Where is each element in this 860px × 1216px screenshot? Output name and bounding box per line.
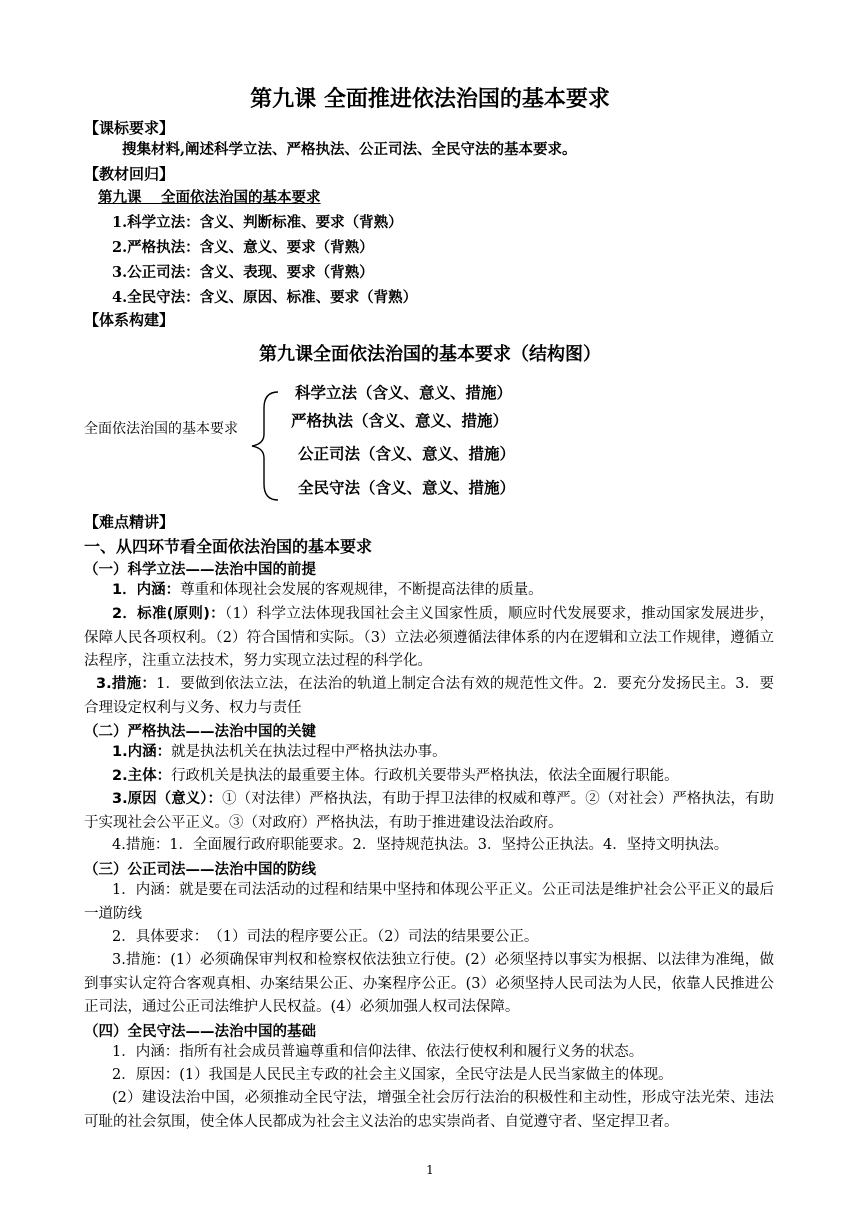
s4-paragraph-2: 2．原因：(1）我国是人民民主专政的社会主义国家，全民守法是人民当家做主的体现。: [112, 1067, 673, 1083]
s1-paragraph-1: 1．内涵：尊重和体现社会发展的客观规律，不断提高法律的质量。: [112, 582, 543, 598]
curriculum-text: 搜集材料,阐述科学立法、严格执法、公正司法、全民守法的基本要求。: [122, 141, 577, 158]
document-title: 第九课 全面推进依法治国的基本要求: [250, 87, 610, 112]
difficulty-heading: 【难点精讲】: [84, 513, 175, 531]
s3-title: （三）公正司法——法治中国的防线: [84, 862, 316, 878]
s2-paragraph-2: 2.主体：行政机关是执法的最重要主体。行政机关要带头严格执法，依法全面履行职能。: [112, 768, 679, 784]
s2-paragraph-3: 3.原因（意义）：①（对法律）严格执法，有助于捍卫法律的权威和尊严。②（对社会）严格执法，有助于实现社会公平正义。③（对政府）严格执法，有助于推进建设法治政府。: [84, 791, 774, 831]
difficulty-section-title: 一、从四环节看全面依法治国的基本要求: [84, 537, 373, 556]
system-heading: 【体系构建】: [84, 311, 175, 329]
s4-paragraph-3: (2）建设法治中国，必须推动全民守法，增强全社会厉行法治的积极性和主动性，形成守法光荣、违法可耻的社会氛围，使全体人民都成为社会主义法治的忠实崇尚者、自觉遵守者、坚定捍卫者。: [84, 1090, 774, 1130]
diagram-brace: [248, 386, 288, 506]
s2-paragraph-1: 1.内涵：就是执法机关在执法过程中严格执法办事。: [112, 744, 447, 760]
s1-paragraph-3: 3.措施：1．要做到依法立法，在法治的轨道上制定合法有效的规范性文件。2．要充分发扬民主。3．要合理设定权利与义务、权力与责任: [84, 676, 774, 716]
review-heading: 【教材回归】: [84, 165, 175, 183]
s2-title: （二）严格执法——法治中国的关键: [84, 724, 316, 740]
diagram-branch: 科学立法（含义、意义、措施）: [295, 384, 513, 402]
review-item: 3.公正司法：含义、表现、要求（背熟）: [112, 264, 374, 281]
s1-paragraph-2: 2．标准(原则)：（1）科学立法体现我国社会主义国家性质，顺应时代发展要求，推动国家发展进步，保障人民各项权利。（2）符合国情和实际。（3）立法必须遵循法律体系的内在逻辑和立法工作规律，遵循立法程序，注重立法技术，努力实现立法过程的科学化。: [84, 606, 774, 669]
s4-title: （四）全民守法——法治中国的基础: [84, 1024, 316, 1040]
review-item: 4.全民守法：含义、原因、标准、要求（背熟）: [112, 289, 418, 306]
s4-paragraph-1: 1．内涵：指所有社会成员普遍尊重和信仰法律、依法行使权利和履行义务的状态。: [112, 1044, 644, 1060]
diagram-title: 第九课全面依法治国的基本要求（结构图）: [259, 344, 601, 365]
page-number: 1: [426, 1163, 434, 1177]
s3-paragraph-1: 1．内涵：就是要在司法活动的过程和结果中坚持和体现公平正义。公正司法是维护社会公平正义的最后一道防线: [84, 882, 774, 922]
s1-title: （一）科学立法——法治中国的前提: [84, 562, 316, 578]
review-item: 1.科学立法：含义、判断标准、要求（背熟）: [112, 214, 403, 231]
s2-paragraph-4: 4.措施：1．全面履行政府职能要求。2．坚持规范执法。3．坚持公正执法。4．坚持文明执法。: [112, 837, 729, 853]
diagram-root: 全面依法治国的基本要求: [84, 421, 238, 437]
review-item: 2.严格执法：含义、意义、要求（背熟）: [112, 239, 374, 256]
review-lesson: 第九课 全面依法治国的基本要求: [98, 189, 321, 206]
s3-paragraph-2: 2．具体要求： （1）司法的程序要公正。（2）司法的结果要公正。: [112, 929, 539, 945]
s3-paragraph-3: 3.措施：(1）必须确保审判权和检察权依法独立行使。(2）必须坚持以事实为根据、以法律为准绳，做到事实认定符合客观真相、办案结果公正、办案程序公正。(3）必须坚持人民司法为人民，依靠人民推进公正司法，通过公正司法维护人民权益。(4）必须加强人权司法保障。: [84, 952, 774, 1015]
diagram-branch: 严格执法（含义、意义、措施）: [291, 412, 509, 430]
curriculum-heading: 【课标要求】: [84, 119, 175, 137]
diagram-branch: 公正司法（含义、意义、措施）: [298, 445, 516, 463]
diagram-branch: 全民守法（含义、意义、措施）: [298, 479, 516, 497]
